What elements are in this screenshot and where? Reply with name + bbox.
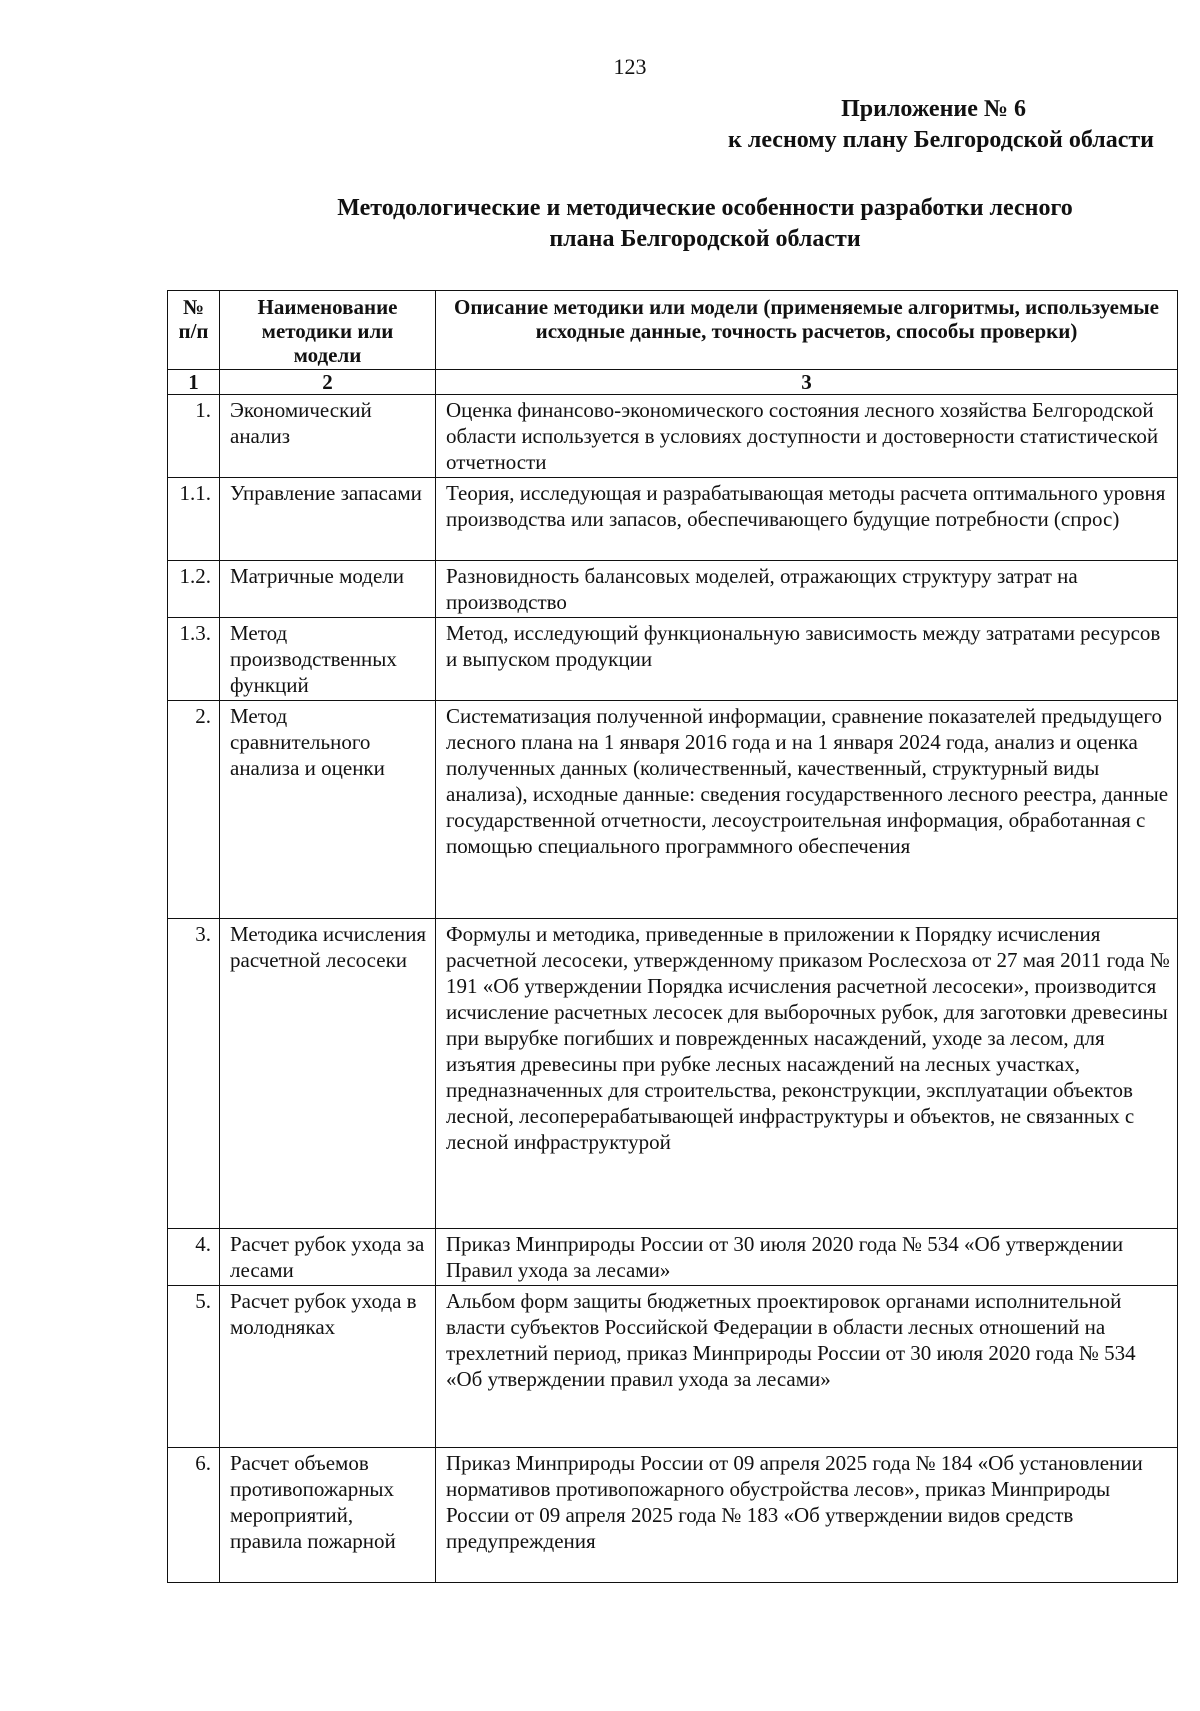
table-row: [168, 1229, 1178, 1286]
column-number-3: 3: [436, 370, 1178, 395]
column-number-row: [168, 370, 1178, 395]
row-num: 1.2.: [168, 561, 220, 618]
table-row: [168, 701, 1178, 919]
table-header-row: [168, 291, 1178, 370]
row-name: Расчет объемов противопожарных мероприятий, правила пожарной: [220, 1448, 436, 1583]
row-num: 1.: [168, 395, 220, 478]
table-row: [168, 395, 1178, 478]
column-number-1: 1: [168, 370, 220, 395]
appendix-subtitle: к лесному плану Белгородской области: [728, 127, 1154, 153]
table-row: [168, 561, 1178, 618]
document-title-line-1: Методологические и методические особенности разработки лесного: [337, 195, 1073, 221]
table-row: [168, 1286, 1178, 1448]
table-row: [168, 478, 1178, 561]
row-num: 2.: [168, 701, 220, 919]
table-row: [168, 618, 1178, 701]
column-number-2: 2: [220, 370, 436, 395]
row-num: 1.3.: [168, 618, 220, 701]
row-desc: Приказ Минприроды России от 09 апреля 2025 года № 184 «Об установлении нормативов противопожарного обустройства лесов», приказ Минприроды России от 09 апреля 2025 года № 183 «Об утверждении видов средств предупреждения: [436, 1448, 1178, 1583]
row-desc: Разновидность балансовых моделей, отражающих структуру затрат на производство: [436, 561, 1178, 618]
row-name: Расчет рубок ухода за лесами: [220, 1229, 436, 1286]
row-num: 5.: [168, 1286, 220, 1448]
row-desc: Оценка финансово-экономического состояния лесного хозяйства Белгородской области используется в условиях доступности и достоверности статистической отчетности: [436, 395, 1178, 478]
row-desc: Формулы и методика, приведенные в приложении к Порядку исчисления расчетной лесосеки, утвержденному приказом Рослесхоза от 27 мая 2011 года № 191 «Об утверждении Порядка исчисления расчетной лесосеки», производится исчисление расчетных лесосек для выборочных рубок, для заготовки древесины при вырубке погибших и поврежденных насаждений, уходе за лесом, для изъятия древесины при рубке лесных насаждений на лесных участках, предназначенных для строительства, реконструкции, эксплуатации объектов лесной, лесоперерабатывающей инфраструктуры и объектов, не связанных с лесной инфраструктурой: [436, 919, 1178, 1229]
page-number: 123: [613, 54, 647, 79]
document-title: [240, 193, 1170, 255]
row-desc: Теория, исследующая и разрабатывающая методы расчета оптимального уровня производства или запасов, обеспечивающего будущие потребности (спрос): [436, 478, 1178, 561]
row-name: Матричные модели: [220, 561, 436, 618]
row-desc: Систематизация полученной информации, сравнение показателей предыдущего лесного плана на 1 января 2016 года и на 1 января 2024 года, анализ и оценка полученных данных (количественный, качественный, структурный виды анализа), исходные данные: сведения государственного лесного реестра, данные государственной отчетности, лесоустроительная информация, обработанная с помощью специального программного обеспечения: [436, 701, 1178, 919]
table-row: [168, 1448, 1178, 1583]
document-title-line-2: плана Белгородской области: [549, 226, 861, 252]
table-row: [168, 919, 1178, 1229]
row-name: Метод сравнительного анализа и оценки: [220, 701, 436, 919]
methods-table: [167, 290, 1178, 1583]
header-num: № п/п: [168, 291, 220, 370]
appendix-heading: [728, 94, 1154, 156]
header-name: Наименование методики или модели: [220, 291, 436, 370]
row-name: Экономический анализ: [220, 395, 436, 478]
row-name: Расчет рубок ухода в молодняках: [220, 1286, 436, 1448]
row-desc: Приказ Минприроды России от 30 июля 2020 года № 534 «Об утверждении Правил ухода за лесами»: [436, 1229, 1178, 1286]
row-name: Метод производственных функций: [220, 618, 436, 701]
row-desc: Альбом форм защиты бюджетных проектировок органами исполнительной власти субъектов Российской Федерации в области лесных отношений на трехлетний период, приказ Минприроды России от 30 июля 2020 года № 534 «Об утверждении правил ухода за лесами»: [436, 1286, 1178, 1448]
appendix-number: Приложение № 6: [841, 96, 1026, 122]
header-desc: Описание методики или модели (применяемые алгоритмы, используемые исходные данные, точность расчетов, способы проверки): [436, 291, 1178, 370]
row-desc: Метод, исследующий функциональную зависимость между затратами ресурсов и выпуском продукции: [436, 618, 1178, 701]
row-name: Методика исчисления расчетной лесосеки: [220, 919, 436, 1229]
row-num: 3.: [168, 919, 220, 1229]
row-name: Управление запасами: [220, 478, 436, 561]
row-num: 6.: [168, 1448, 220, 1583]
row-num: 4.: [168, 1229, 220, 1286]
row-num: 1.1.: [168, 478, 220, 561]
